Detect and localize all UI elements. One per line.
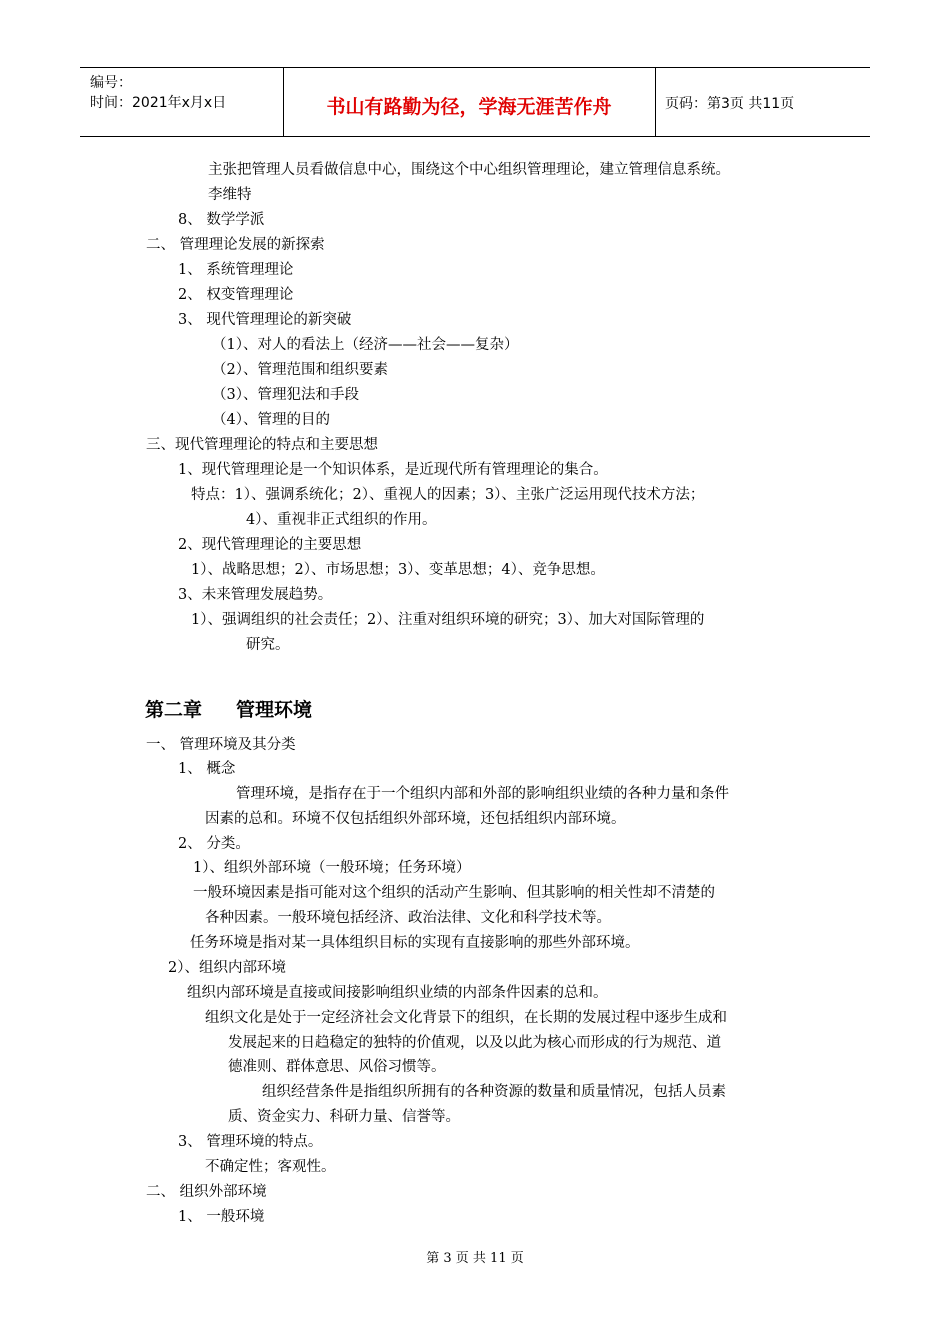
body-line: 质、资金实力、科研力量、信誉等。: [228, 1109, 460, 1125]
page-header: [80, 67, 870, 137]
body-line: 组织经营条件是指组织所拥有的各种资源的数量和质量情况，包括人员素: [262, 1084, 726, 1100]
section-heading: 二、 管理理论发展的新探索: [146, 237, 325, 253]
body-line: 管理环境，是指存在于一个组织内部和外部的影响组织业绩的各种力量和条件: [236, 786, 729, 802]
section-heading: 三、现代管理理论的特点和主要思想: [146, 437, 378, 453]
page-footer: 第 3 页 共 11 页: [426, 1251, 524, 1266]
body-line: 组织文化是处于一定经济社会文化背景下的组织，在长期的发展过程中逐步生成和: [205, 1010, 727, 1026]
body-line: 组织内部环境是直接或间接影响组织业绩的内部条件因素的总和。: [187, 985, 608, 1001]
body-line: 一般环境因素是指可能对这个组织的活动产生影响、但其影响的相关性却不清楚的: [193, 885, 715, 901]
body-line: 发展起来的日趋稳定的独特的价值观，以及以此为核心而形成的行为规范、道: [228, 1035, 721, 1051]
header-motto: 书山有路勤为径，学海无涯苦作舟: [326, 96, 612, 118]
chapter-title: [145, 695, 312, 722]
body-line: 2、 分类。: [178, 836, 250, 852]
header-page-label: 页码：第3页 共11页: [665, 96, 795, 112]
body-line: 德准则、群体意思、风俗习惯等。: [228, 1059, 446, 1075]
header-meta-cell: [80, 68, 284, 136]
body-line: 因素的总和。环境不仅包括组织外部环境，还包括组织内部环境。: [205, 811, 626, 827]
body-line: （3）、管理犯法和手段: [212, 387, 359, 403]
body-line: 主张把管理人员看做信息中心，围绕这个中心组织管理理论，建立管理信息系统。: [208, 162, 730, 178]
document-time-label: 时间：2021年x月x日: [90, 95, 227, 111]
body-line: 任务环境是指对某一具体组织目标的实现有直接影响的那些外部环境。: [190, 935, 640, 951]
section-heading: 二、 组织外部环境: [146, 1184, 267, 1200]
body-line: 1、 系统管理理论: [178, 262, 294, 278]
body-line: （2）、管理范围和组织要素: [212, 362, 388, 378]
body-line: 特点：1）、强调系统化；2）、重视人的因素；3）、主张广泛运用现代技术方法；: [191, 487, 705, 503]
chapter-number: 第二章: [145, 699, 203, 721]
document-number-label: 编号：: [90, 75, 132, 91]
body-line: 1、 一般环境: [178, 1209, 265, 1225]
section-heading: 一、 管理环境及其分类: [146, 737, 296, 753]
body-line: 2、现代管理理论的主要思想: [178, 537, 362, 553]
chapter-name: 管理环境: [236, 699, 313, 721]
body-line: 3、未来管理发展趋势。: [178, 587, 333, 603]
body-line: 2）、组织内部环境: [168, 960, 286, 976]
body-line: 1）、组织外部环境（一般环境；任务环境）: [193, 860, 471, 876]
body-line: 3、 现代管理理论的新突破: [178, 312, 352, 328]
header-page-cell: [655, 68, 870, 136]
body-line: 4）、重视非正式组织的作用。: [246, 512, 437, 528]
body-line: 研究。: [246, 637, 290, 653]
body-line: （1）、对人的看法上（经济——社会——复杂）: [212, 337, 519, 353]
body-line: 各种因素。一般环境包括经济、政治法律、文化和科学技术等。: [205, 910, 611, 926]
body-line: 1）、强调组织的社会责任；2）、注重对组织环境的研究；3）、加大对国际管理的: [191, 612, 705, 628]
body-line: 1、现代管理理论是一个知识体系，是近现代所有管理理论的集合。: [178, 462, 608, 478]
body-line: 2、 权变管理理论: [178, 287, 294, 303]
body-line: 1）、战略思想；2）、市场思想；3）、变革思想；4）、竞争思想。: [191, 562, 605, 578]
body-line: （4）、管理的目的: [212, 412, 330, 428]
body-line: 不确定性；客观性。: [205, 1159, 336, 1175]
header-motto-cell: [283, 68, 656, 136]
body-line: 3、 管理环境的特点。: [178, 1134, 323, 1150]
body-line: 1、 概念: [178, 761, 236, 777]
body-line: 8、 数学学派: [178, 212, 265, 228]
body-line: 李维特: [208, 187, 252, 203]
